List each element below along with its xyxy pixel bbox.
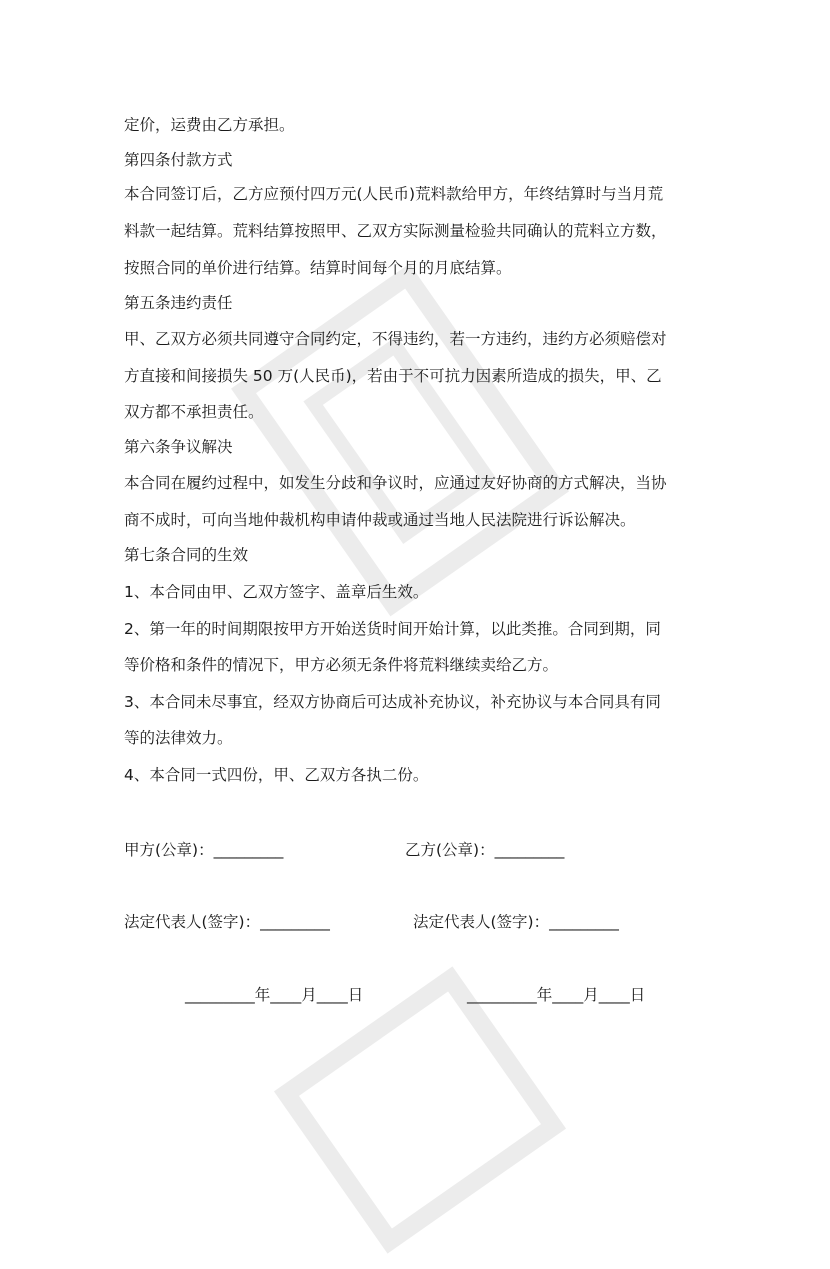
- body-line-7: 甲、乙双方必须共同遵守合同约定，不得违约，若一方违约，违约方必须赔偿对: [124, 330, 667, 348]
- section-heading-dispute: 第六条争议解决: [124, 438, 233, 456]
- clause-3-line-2: 等的法律效力。: [124, 729, 233, 747]
- body-line-9: 双方都不承担责任。: [124, 403, 264, 421]
- clause-2-line-2: 等价格和条件的情况下，甲方必须无条件将荒料继续卖给乙方。: [124, 656, 559, 674]
- clause-1: 1、本合同由甲、乙双方签字、盖章后生效。: [124, 583, 429, 601]
- body-line-11: 本合同在履约过程中，如发生分歧和争议时，应通过友好协商的方式解决，当协: [124, 474, 667, 492]
- body-line-3: 本合同签订后，乙方应预付四万元(人民币)荒料款给甲方，年终结算时与当月荒: [124, 185, 664, 203]
- section-heading-liability: 第五条违约责任: [124, 294, 233, 312]
- body-line-5: 按照合同的单价进行结算。结算时间每个月的月底结算。: [124, 259, 512, 277]
- section-heading-effect: 第七条合同的生效: [124, 546, 249, 564]
- party-b-date-field: _________年____月____日: [467, 986, 646, 1004]
- party-a-representative-field: 法定代表人(签字)：_________: [124, 913, 330, 931]
- body-line-4: 料款一起结算。荒料结算按照甲、乙双方实际测量检验共同确认的荒料立方数，: [124, 222, 667, 240]
- clause-3-line-1: 3、本合同未尽事宜，经双方协商后可达成补充协议，补充协议与本合同具有同: [124, 693, 661, 711]
- clause-2-line-1: 2、第一年的时间期限按甲方开始送货时间开始计算，以此类推。合同到期，同: [124, 620, 661, 638]
- party-a-seal-field: 甲方(公章)：_________: [124, 841, 284, 859]
- clause-4: 4、本合同一式四份，甲、乙双方各执二份。: [124, 766, 429, 784]
- party-b-seal-field: 乙方(公章)：_________: [405, 841, 565, 859]
- party-b-representative-field: 法定代表人(签字)：_________: [413, 913, 619, 931]
- body-line-8: 方直接和间接损失 50 万(人民币)，若由于不可抗力因素所造成的损失，甲、乙: [124, 367, 662, 385]
- body-line-12: 商不成时，可向当地仲裁机构申请仲裁或通过当地人民法院进行诉讼解决。: [124, 511, 636, 529]
- watermark-logo: [216, 248, 585, 631]
- body-line-1: 定价，运费由乙方承担。: [124, 116, 295, 134]
- party-a-date-field: _________年____月____日: [185, 986, 364, 1004]
- section-heading-payment: 第四条付款方式: [124, 151, 233, 169]
